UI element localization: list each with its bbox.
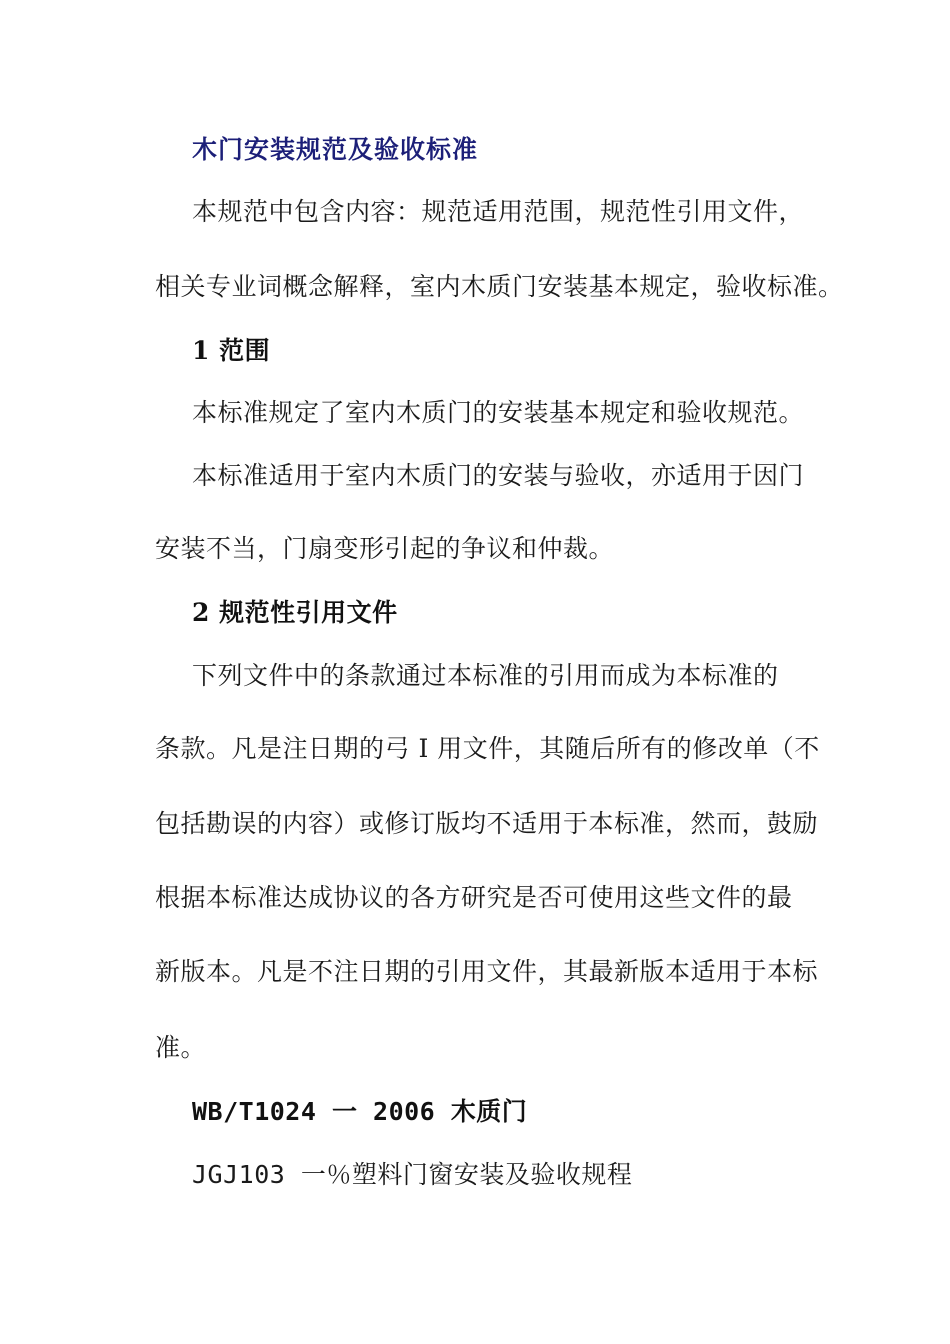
section-2-paragraph-line: 准。 (155, 1033, 207, 1062)
section-2-paragraph-line: 新版本。凡是不注日期的引用文件，其最新版本适用于本标 (155, 957, 819, 986)
reference-item: WB/T1024 一 2006 木质门 (192, 1097, 528, 1126)
section-2-paragraph-line: 条款。凡是注日期的弓 I 用文件，其随后所有的修改单（不 (155, 734, 820, 763)
reference-item: JGJ103 一％塑料门窗安装及验收规程 (192, 1160, 633, 1189)
section-2-paragraph-line: 根据本标准达成协议的各方研究是否可使用这些文件的最 (155, 883, 793, 912)
section-1-paragraph-2-line-2: 安装不当，门扇变形引起的争议和仲裁。 (155, 534, 615, 563)
section-2-paragraph-line: 下列文件中的条款通过本标准的引用而成为本标准的 (192, 661, 779, 690)
section-1-paragraph-2-line-1: 本标准适用于室内木质门的安装与验收，亦适用于因门 (192, 461, 805, 490)
section-1-heading: 1 范围 (192, 336, 271, 365)
section-2-paragraph-line: 包括勘误的内容）或修订版均不适用于本标准，然而，鼓励 (155, 809, 819, 838)
section-1-paragraph-1: 本标准规定了室内木质门的安装基本规定和验收规范。 (192, 398, 805, 427)
document-title: 木门安装规范及验收标准 (192, 135, 479, 164)
intro-line-1: 本规范中包含内容：规范适用范围，规范性引用文件， (192, 197, 805, 226)
intro-line-2: 相关专业词概念解释，室内木质门安装基本规定，验收标准。 (155, 272, 844, 301)
section-2-heading: 2 规范性引用文件 (192, 598, 398, 627)
